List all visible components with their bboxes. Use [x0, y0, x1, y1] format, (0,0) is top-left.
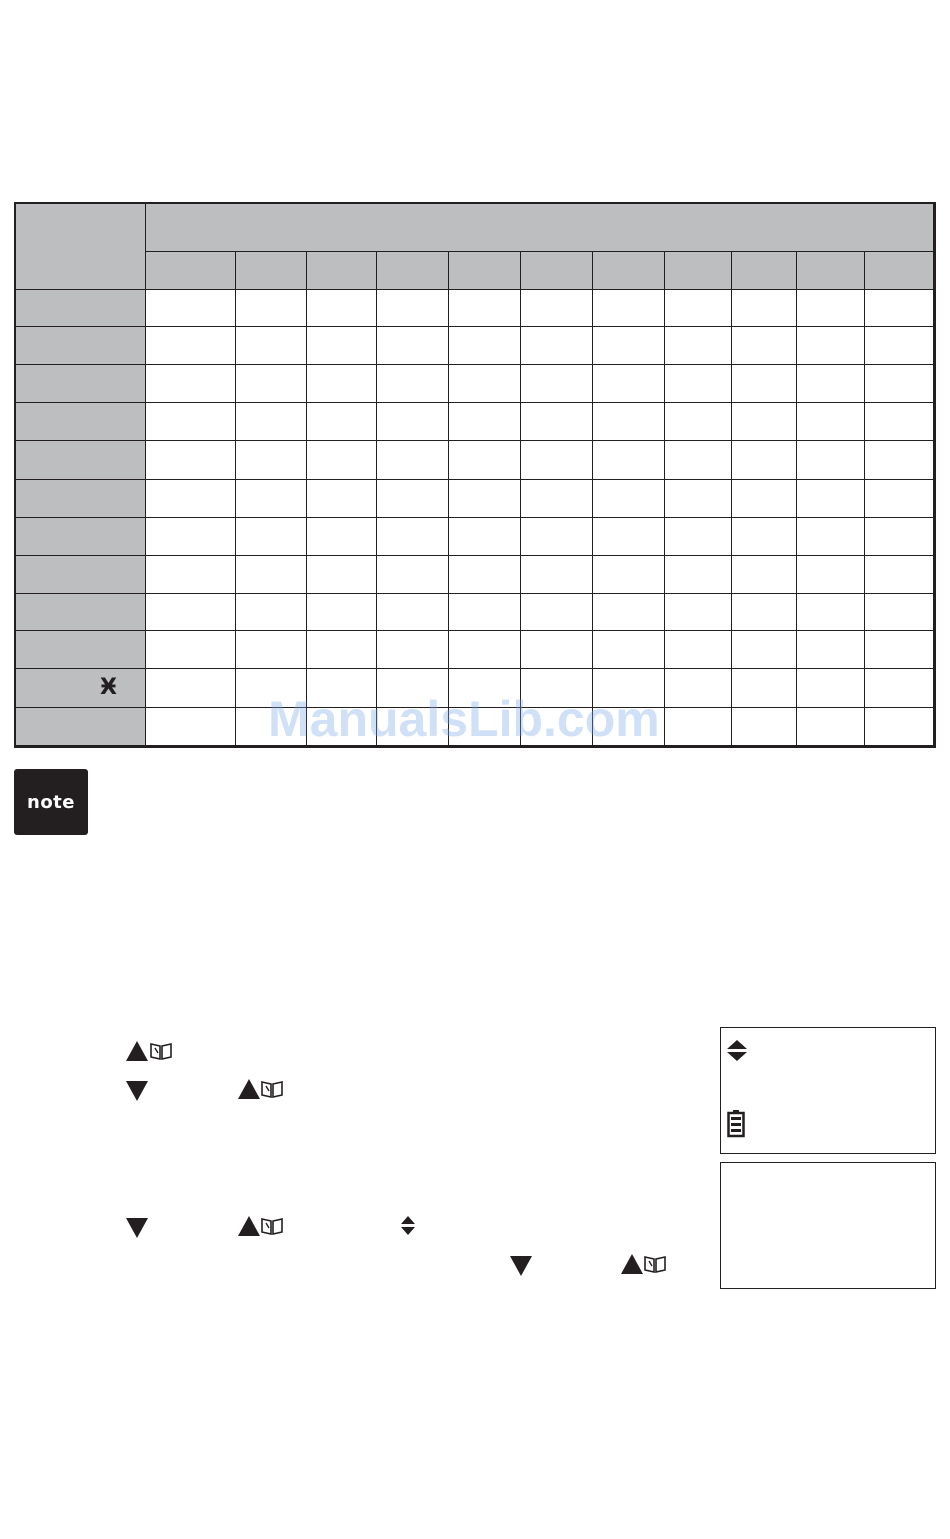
table-cell	[146, 631, 236, 669]
column-header	[146, 252, 236, 290]
table-cell	[146, 594, 236, 631]
down-arrow-icon	[126, 1218, 148, 1238]
table-corner-header	[16, 204, 146, 290]
table-cell	[665, 594, 732, 631]
table-cell	[146, 518, 236, 556]
table-cell	[449, 518, 521, 556]
down-arrow-icon	[510, 1256, 532, 1276]
table-cell	[865, 365, 934, 403]
table-cell	[665, 403, 732, 441]
table-cell	[377, 441, 449, 480]
table-cell	[377, 290, 449, 327]
table-cell	[236, 594, 307, 631]
table-cell	[236, 556, 307, 594]
column-header	[797, 252, 865, 290]
table-cell	[449, 290, 521, 327]
table-cell	[146, 290, 236, 327]
table-cell	[146, 708, 236, 746]
table-cell	[593, 594, 665, 631]
watermark: ManualsLib.com	[268, 691, 660, 747]
book-icon	[260, 1217, 284, 1235]
table-cell	[146, 480, 236, 518]
table-cell	[732, 441, 797, 480]
column-header	[593, 252, 665, 290]
column-header	[307, 252, 377, 290]
table-cell	[377, 327, 449, 365]
book-icon	[149, 1042, 173, 1060]
table-cell	[236, 327, 307, 365]
table-cell	[865, 594, 934, 631]
table-cell	[665, 556, 732, 594]
table-cell	[236, 631, 307, 669]
table-cell	[732, 365, 797, 403]
table-cell	[665, 365, 732, 403]
table-cell	[377, 518, 449, 556]
row-header	[16, 480, 146, 518]
symbol-glyph: Ӿ	[100, 675, 117, 700]
handset-screen-1	[720, 1027, 936, 1154]
table-cell	[665, 708, 732, 746]
table-cell	[521, 327, 593, 365]
table-cell	[797, 290, 865, 327]
table-cell	[146, 669, 236, 708]
table-cell	[732, 556, 797, 594]
table-cell	[521, 441, 593, 480]
table-cell	[593, 556, 665, 594]
table-cell	[521, 403, 593, 441]
table-cell	[449, 441, 521, 480]
table-cell	[797, 631, 865, 669]
column-header	[865, 252, 934, 290]
table-cell	[865, 403, 934, 441]
table-cell	[377, 365, 449, 403]
table-cell	[865, 708, 934, 746]
table-cell	[665, 480, 732, 518]
table-cell	[236, 441, 307, 480]
table-cell	[449, 327, 521, 365]
up-arrow-icon	[126, 1041, 148, 1061]
table-cell	[732, 518, 797, 556]
table-cell	[665, 290, 732, 327]
column-header	[449, 252, 521, 290]
table-cell	[797, 480, 865, 518]
column-header	[377, 252, 449, 290]
table-cell	[449, 556, 521, 594]
table-cell	[797, 365, 865, 403]
table-cell	[732, 594, 797, 631]
row-header	[16, 441, 146, 480]
table-cell	[307, 480, 377, 518]
table-cell	[732, 327, 797, 365]
table-cell	[593, 403, 665, 441]
table-cell	[521, 365, 593, 403]
table-cell	[307, 441, 377, 480]
table-cell	[307, 365, 377, 403]
table-cell	[665, 631, 732, 669]
table-cell	[865, 441, 934, 480]
table-cell	[146, 441, 236, 480]
column-header	[521, 252, 593, 290]
table-cell	[146, 365, 236, 403]
table-cell	[377, 556, 449, 594]
table-cell	[521, 594, 593, 631]
table-cell	[307, 403, 377, 441]
table-cell	[732, 631, 797, 669]
up-arrow-icon	[238, 1079, 260, 1099]
table-cell	[593, 518, 665, 556]
table-cell	[307, 556, 377, 594]
table-cell	[593, 365, 665, 403]
row-header	[16, 290, 146, 327]
note-label: note	[27, 791, 75, 813]
table-cell	[865, 518, 934, 556]
table-cell	[521, 518, 593, 556]
handset-screen-2	[720, 1162, 936, 1289]
up-arrow-icon	[621, 1254, 643, 1274]
table-cell	[307, 327, 377, 365]
table-cell	[236, 290, 307, 327]
book-icon	[643, 1255, 667, 1273]
row-header	[16, 403, 146, 441]
table-cell	[236, 365, 307, 403]
table-cell	[449, 480, 521, 518]
table-cell	[521, 631, 593, 669]
table-cell	[449, 594, 521, 631]
row-header	[16, 556, 146, 594]
table-cell	[377, 631, 449, 669]
table-cell	[146, 556, 236, 594]
table-cell	[665, 518, 732, 556]
table-cell	[377, 480, 449, 518]
table-cell	[797, 327, 865, 365]
table-cell	[307, 518, 377, 556]
table-cell	[593, 290, 665, 327]
table-cell	[732, 708, 797, 746]
table-cell	[307, 631, 377, 669]
book-icon	[260, 1080, 284, 1098]
row-header	[16, 594, 146, 631]
note-badge	[14, 769, 88, 835]
row-header	[16, 669, 146, 708]
table-cell	[865, 480, 934, 518]
column-header	[665, 252, 732, 290]
table-cell	[732, 480, 797, 518]
table-cell	[449, 631, 521, 669]
up-down-icon	[401, 1216, 415, 1236]
table-cell	[521, 556, 593, 594]
table-cell	[146, 403, 236, 441]
table-cell	[865, 327, 934, 365]
table-group-header	[146, 204, 934, 252]
table-cell	[797, 441, 865, 480]
compatibility-table	[14, 202, 936, 748]
table-cell	[236, 480, 307, 518]
table-cell	[797, 669, 865, 708]
down-arrow-icon	[126, 1081, 148, 1101]
table-cell	[665, 441, 732, 480]
table-cell	[865, 631, 934, 669]
table-cell	[307, 290, 377, 327]
table-cell	[449, 365, 521, 403]
table-cell	[732, 669, 797, 708]
table-cell	[665, 669, 732, 708]
table-cell	[865, 290, 934, 327]
table-cell	[797, 594, 865, 631]
row-header	[16, 708, 146, 746]
battery-icon	[727, 1110, 745, 1138]
table-cell	[593, 441, 665, 480]
table-cell	[377, 403, 449, 441]
table-cell	[521, 480, 593, 518]
table-cell	[665, 327, 732, 365]
table-cell	[593, 327, 665, 365]
table-cell	[797, 403, 865, 441]
row-header	[16, 327, 146, 365]
table-cell	[865, 669, 934, 708]
row-header	[16, 518, 146, 556]
up-arrow-icon	[238, 1216, 260, 1236]
column-header	[236, 252, 307, 290]
table-cell	[307, 594, 377, 631]
table-cell	[732, 290, 797, 327]
table-cell	[236, 403, 307, 441]
table-cell	[236, 518, 307, 556]
table-cell	[797, 556, 865, 594]
table-cell	[593, 480, 665, 518]
table-cell	[797, 708, 865, 746]
table-cell	[732, 403, 797, 441]
table-cell	[593, 631, 665, 669]
table-cell	[797, 518, 865, 556]
table-cell	[449, 403, 521, 441]
up-down-icon	[727, 1040, 747, 1062]
table-cell	[146, 327, 236, 365]
table-cell	[521, 290, 593, 327]
column-header	[732, 252, 797, 290]
table-cell	[377, 594, 449, 631]
table-cell	[865, 556, 934, 594]
row-header	[16, 631, 146, 669]
row-header	[16, 365, 146, 403]
